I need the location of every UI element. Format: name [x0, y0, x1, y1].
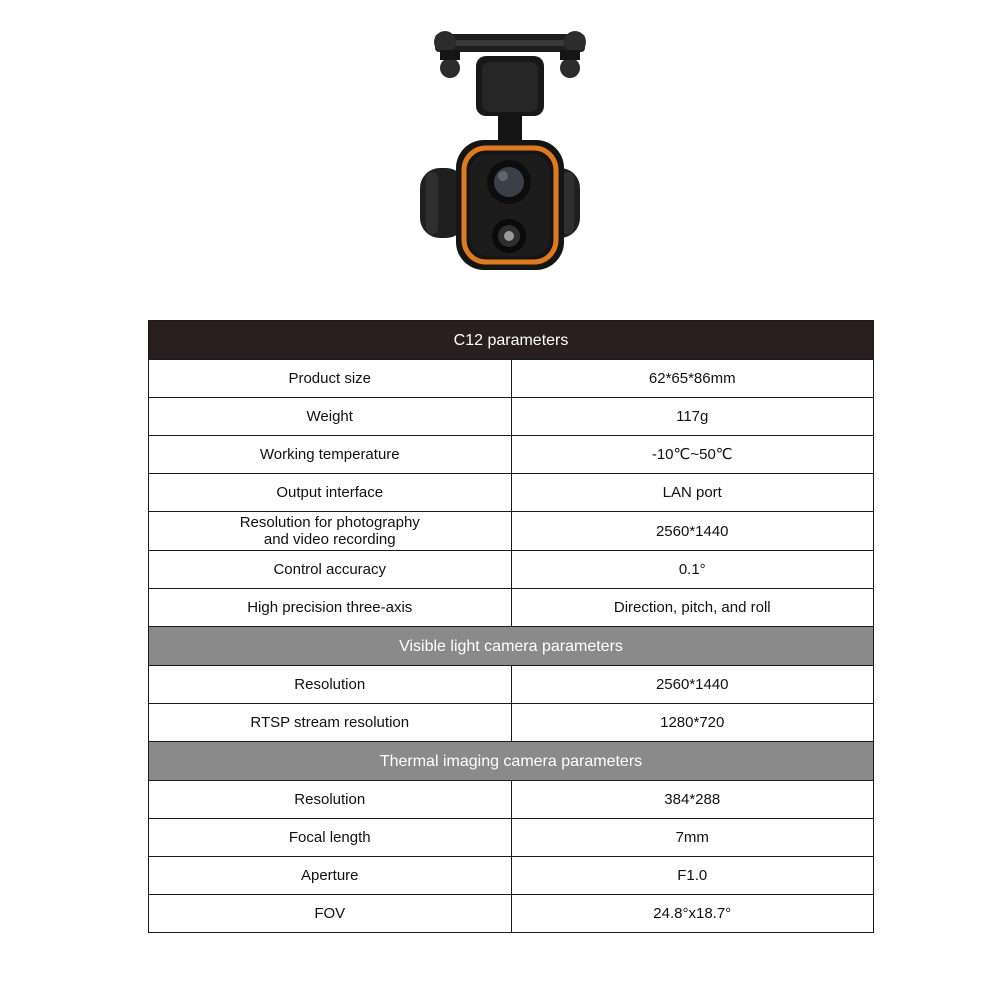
table-row — [149, 819, 874, 857]
section-title: Visible light camera parameters — [149, 627, 874, 666]
row-value: LAN port — [511, 474, 874, 512]
row-label: Resolution for photography and video recording — [149, 512, 512, 551]
row-value: 24.8°x18.7° — [511, 895, 874, 933]
row-value: 7mm — [511, 819, 874, 857]
table-row — [149, 781, 874, 819]
row-label: FOV — [149, 895, 512, 933]
section-header-thermal — [149, 742, 874, 781]
gimbal-camera-image — [400, 20, 600, 280]
table-row — [149, 551, 874, 589]
table-title-row — [149, 321, 874, 360]
c12-parameters-table — [148, 320, 874, 933]
table-row — [149, 857, 874, 895]
row-label: Output interface — [149, 474, 512, 512]
row-label: Working temperature — [149, 436, 512, 474]
row-label: Control accuracy — [149, 551, 512, 589]
row-label: Resolution — [149, 666, 512, 704]
row-value: F1.0 — [511, 857, 874, 895]
row-value: 0.1° — [511, 551, 874, 589]
table-row — [149, 666, 874, 704]
row-label: Resolution — [149, 781, 512, 819]
table-row — [149, 436, 874, 474]
table-row — [149, 398, 874, 436]
table-row — [149, 512, 874, 551]
section-header-visible-light — [149, 627, 874, 666]
row-value: 62*65*86mm — [511, 360, 874, 398]
row-value: 1280*720 — [511, 704, 874, 742]
row-label: Weight — [149, 398, 512, 436]
row-value: Direction, pitch, and roll — [511, 589, 874, 627]
section-title: Thermal imaging camera parameters — [149, 742, 874, 781]
row-label: Aperture — [149, 857, 512, 895]
row-value: 117g — [511, 398, 874, 436]
table-row — [149, 360, 874, 398]
row-label: High precision three-axis — [149, 589, 512, 627]
table-row — [149, 589, 874, 627]
row-value: 384*288 — [511, 781, 874, 819]
table-row — [149, 895, 874, 933]
table-row — [149, 474, 874, 512]
row-label: Product size — [149, 360, 512, 398]
table-title: C12 parameters — [149, 321, 874, 360]
row-label: Focal length — [149, 819, 512, 857]
row-value: 2560*1440 — [511, 512, 874, 551]
table-row — [149, 704, 874, 742]
row-label: RTSP stream resolution — [149, 704, 512, 742]
row-value: 2560*1440 — [511, 666, 874, 704]
row-value: -10℃~50℃ — [511, 436, 874, 474]
